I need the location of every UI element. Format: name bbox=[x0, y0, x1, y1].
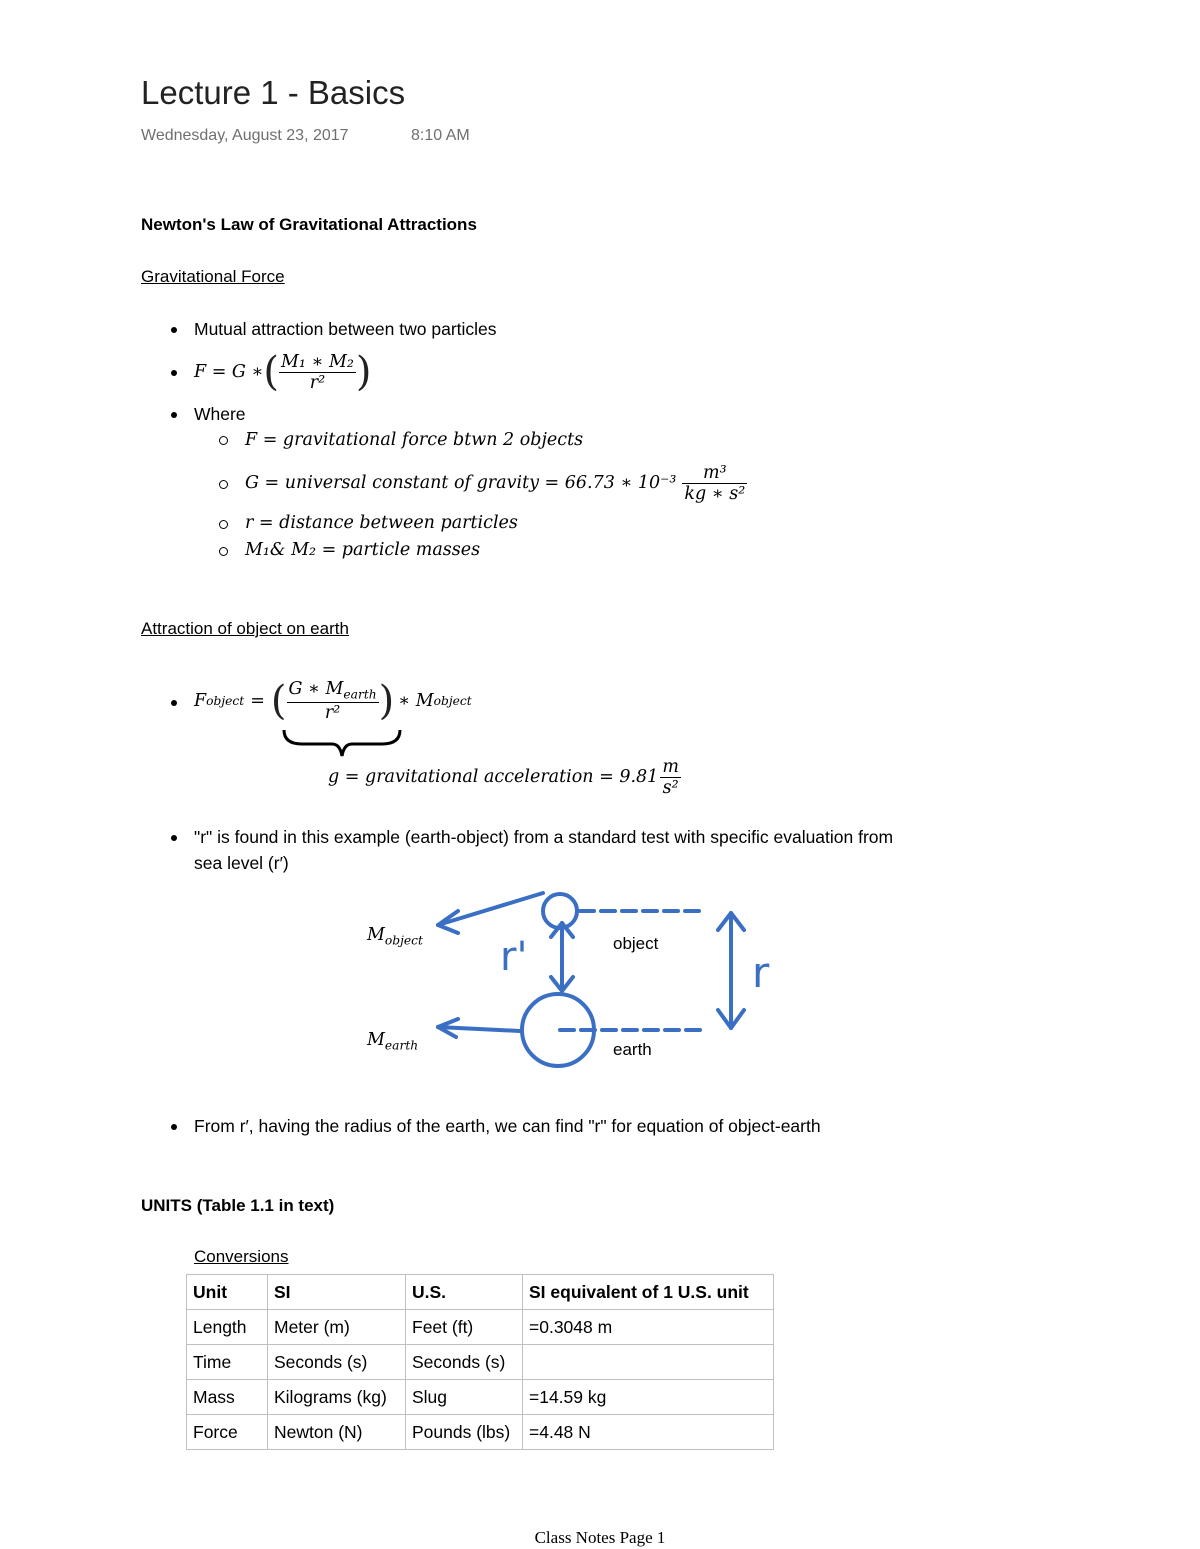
section-heading-newton: Newton's Law of Gravitational Attractions bbox=[141, 215, 477, 234]
bullet-where: Where bbox=[194, 404, 246, 424]
formula-rhs: ∗ M bbox=[398, 691, 434, 711]
bullet-from-r-prime: From r′, having the radius of the earth, we can find "r" for equation of object-earth bbox=[194, 1116, 821, 1136]
formula-gravity-fraction bbox=[279, 352, 356, 393]
label-object: object bbox=[613, 934, 659, 953]
r-label: r bbox=[752, 948, 770, 997]
table-row bbox=[187, 1415, 774, 1450]
earth-object-diagram bbox=[420, 885, 800, 1075]
label-m-earth bbox=[367, 1030, 418, 1053]
subheading-conversions: Conversions bbox=[194, 1247, 289, 1266]
label-earth: earth bbox=[613, 1040, 652, 1059]
paren-right: ) bbox=[355, 349, 372, 395]
table-cell: Length bbox=[187, 1310, 268, 1345]
formula-lhs: F bbox=[194, 691, 207, 711]
formula-earth-fraction bbox=[287, 679, 379, 723]
formula-earth-numerator-text: G ∗ M bbox=[288, 679, 344, 700]
table-cell: Pounds (lbs) bbox=[406, 1415, 523, 1450]
formula-gravity bbox=[194, 346, 371, 398]
section-heading-units: UNITS (Table 1.1 in text) bbox=[141, 1196, 335, 1215]
table-row bbox=[187, 1345, 774, 1380]
formula-object-earth bbox=[194, 672, 472, 730]
g-denominator: s² bbox=[662, 777, 679, 798]
where-g-denominator: kg ∗ s² bbox=[684, 483, 746, 504]
table-cell: =14.59 kg bbox=[523, 1380, 774, 1415]
label-m-object bbox=[367, 925, 423, 948]
sub-bullet-circle bbox=[219, 547, 228, 556]
label-m-object-sub: object bbox=[384, 933, 423, 948]
r-prime-label: r' bbox=[500, 934, 528, 980]
where-masses: M₁& M₂ = particle masses bbox=[245, 540, 481, 560]
table-header: U.S. bbox=[406, 1275, 523, 1310]
paren-left: ( bbox=[263, 349, 279, 395]
where-g-numerator: m³ bbox=[682, 463, 747, 484]
table-cell: Force bbox=[187, 1415, 268, 1450]
table-cell: =0.3048 m bbox=[523, 1310, 774, 1345]
sub-bullet-circle bbox=[219, 480, 228, 489]
subheading-gravitational-force: Gravitational Force bbox=[141, 267, 285, 286]
subheading-attraction-earth: Attraction of object on earth bbox=[141, 619, 349, 638]
page-title: Lecture 1 - Basics bbox=[141, 74, 406, 111]
bullet-dot bbox=[171, 1124, 177, 1130]
bullet-dot bbox=[171, 835, 177, 841]
sub-bullet-circle bbox=[219, 436, 228, 445]
table-cell: Mass bbox=[187, 1380, 268, 1415]
table-cell: =4.48 N bbox=[523, 1415, 774, 1450]
where-g bbox=[245, 456, 747, 510]
table-header: SI bbox=[268, 1275, 406, 1310]
table-cell: Time bbox=[187, 1345, 268, 1380]
bullet-r-found-line2: sea level (r′) bbox=[194, 853, 289, 873]
formula-earth-numerator-sub: earth bbox=[343, 687, 377, 702]
table-cell: Kilograms (kg) bbox=[268, 1380, 406, 1415]
bullet-dot bbox=[171, 412, 177, 418]
formula-gravity-numerator: M₁ ∗ M₂ bbox=[280, 351, 354, 372]
table-cell: Feet (ft) bbox=[406, 1310, 523, 1345]
table-cell: Newton (N) bbox=[268, 1415, 406, 1450]
g-fraction bbox=[660, 757, 681, 798]
paren-right: ) bbox=[378, 678, 395, 724]
bullet-dot bbox=[171, 327, 177, 333]
g-numerator: m bbox=[662, 756, 679, 777]
bullet-mutual-attraction: Mutual attraction between two particles bbox=[194, 319, 497, 339]
arrow-object-line bbox=[438, 893, 543, 925]
formula-eq: = bbox=[250, 691, 265, 711]
sub-bullet-circle bbox=[219, 520, 228, 529]
where-g-fraction bbox=[682, 463, 747, 504]
table-cell bbox=[523, 1345, 774, 1380]
formula-gravity-lhs: F = G ∗ bbox=[194, 362, 264, 382]
label-m-earth-text: M bbox=[367, 1030, 385, 1050]
page-footer: Class Notes Page 1 bbox=[534, 1528, 666, 1547]
formula-gravity-denominator: r² bbox=[309, 372, 326, 393]
table-header: SI equivalent of 1 U.S. unit bbox=[523, 1275, 774, 1310]
g-definition bbox=[328, 750, 681, 804]
table-row bbox=[187, 1310, 774, 1345]
formula-rhs-sub: object bbox=[433, 694, 472, 708]
page-time: 8:10 AM bbox=[411, 127, 470, 144]
bullet-dot bbox=[171, 700, 177, 706]
bullet-dot bbox=[171, 370, 177, 376]
table-row bbox=[187, 1380, 774, 1415]
formula-lhs-sub: object bbox=[206, 694, 245, 708]
formula-earth-denominator: r² bbox=[324, 702, 341, 723]
table-cell: Seconds (s) bbox=[268, 1345, 406, 1380]
units-table bbox=[186, 1274, 774, 1450]
table-cell: Slug bbox=[406, 1380, 523, 1415]
table-cell: Seconds (s) bbox=[406, 1345, 523, 1380]
where-r: r = distance between particles bbox=[245, 513, 518, 533]
label-m-earth-sub: earth bbox=[384, 1038, 419, 1053]
g-definition-text: g = gravitational acceleration = 9.81 bbox=[328, 767, 659, 787]
page-date: Wednesday, August 23, 2017 bbox=[141, 127, 349, 144]
label-m-object-text: M bbox=[367, 925, 385, 945]
bullet-r-found-line1: "r" is found in this example (earth-object) from a standard test with specific evaluation from bbox=[194, 827, 894, 847]
arrow-earth-line bbox=[438, 1027, 520, 1031]
paren-left: ( bbox=[270, 678, 287, 724]
table-cell: Meter (m) bbox=[268, 1310, 406, 1345]
where-g-text: G = universal constant of gravity = 66.73 ∗ 10⁻³ bbox=[245, 473, 677, 493]
table-header: Unit bbox=[187, 1275, 268, 1310]
table-header-row bbox=[187, 1275, 774, 1310]
formula-earth-numerator bbox=[287, 679, 379, 703]
where-f: F = gravitational force btwn 2 objects bbox=[245, 430, 584, 450]
